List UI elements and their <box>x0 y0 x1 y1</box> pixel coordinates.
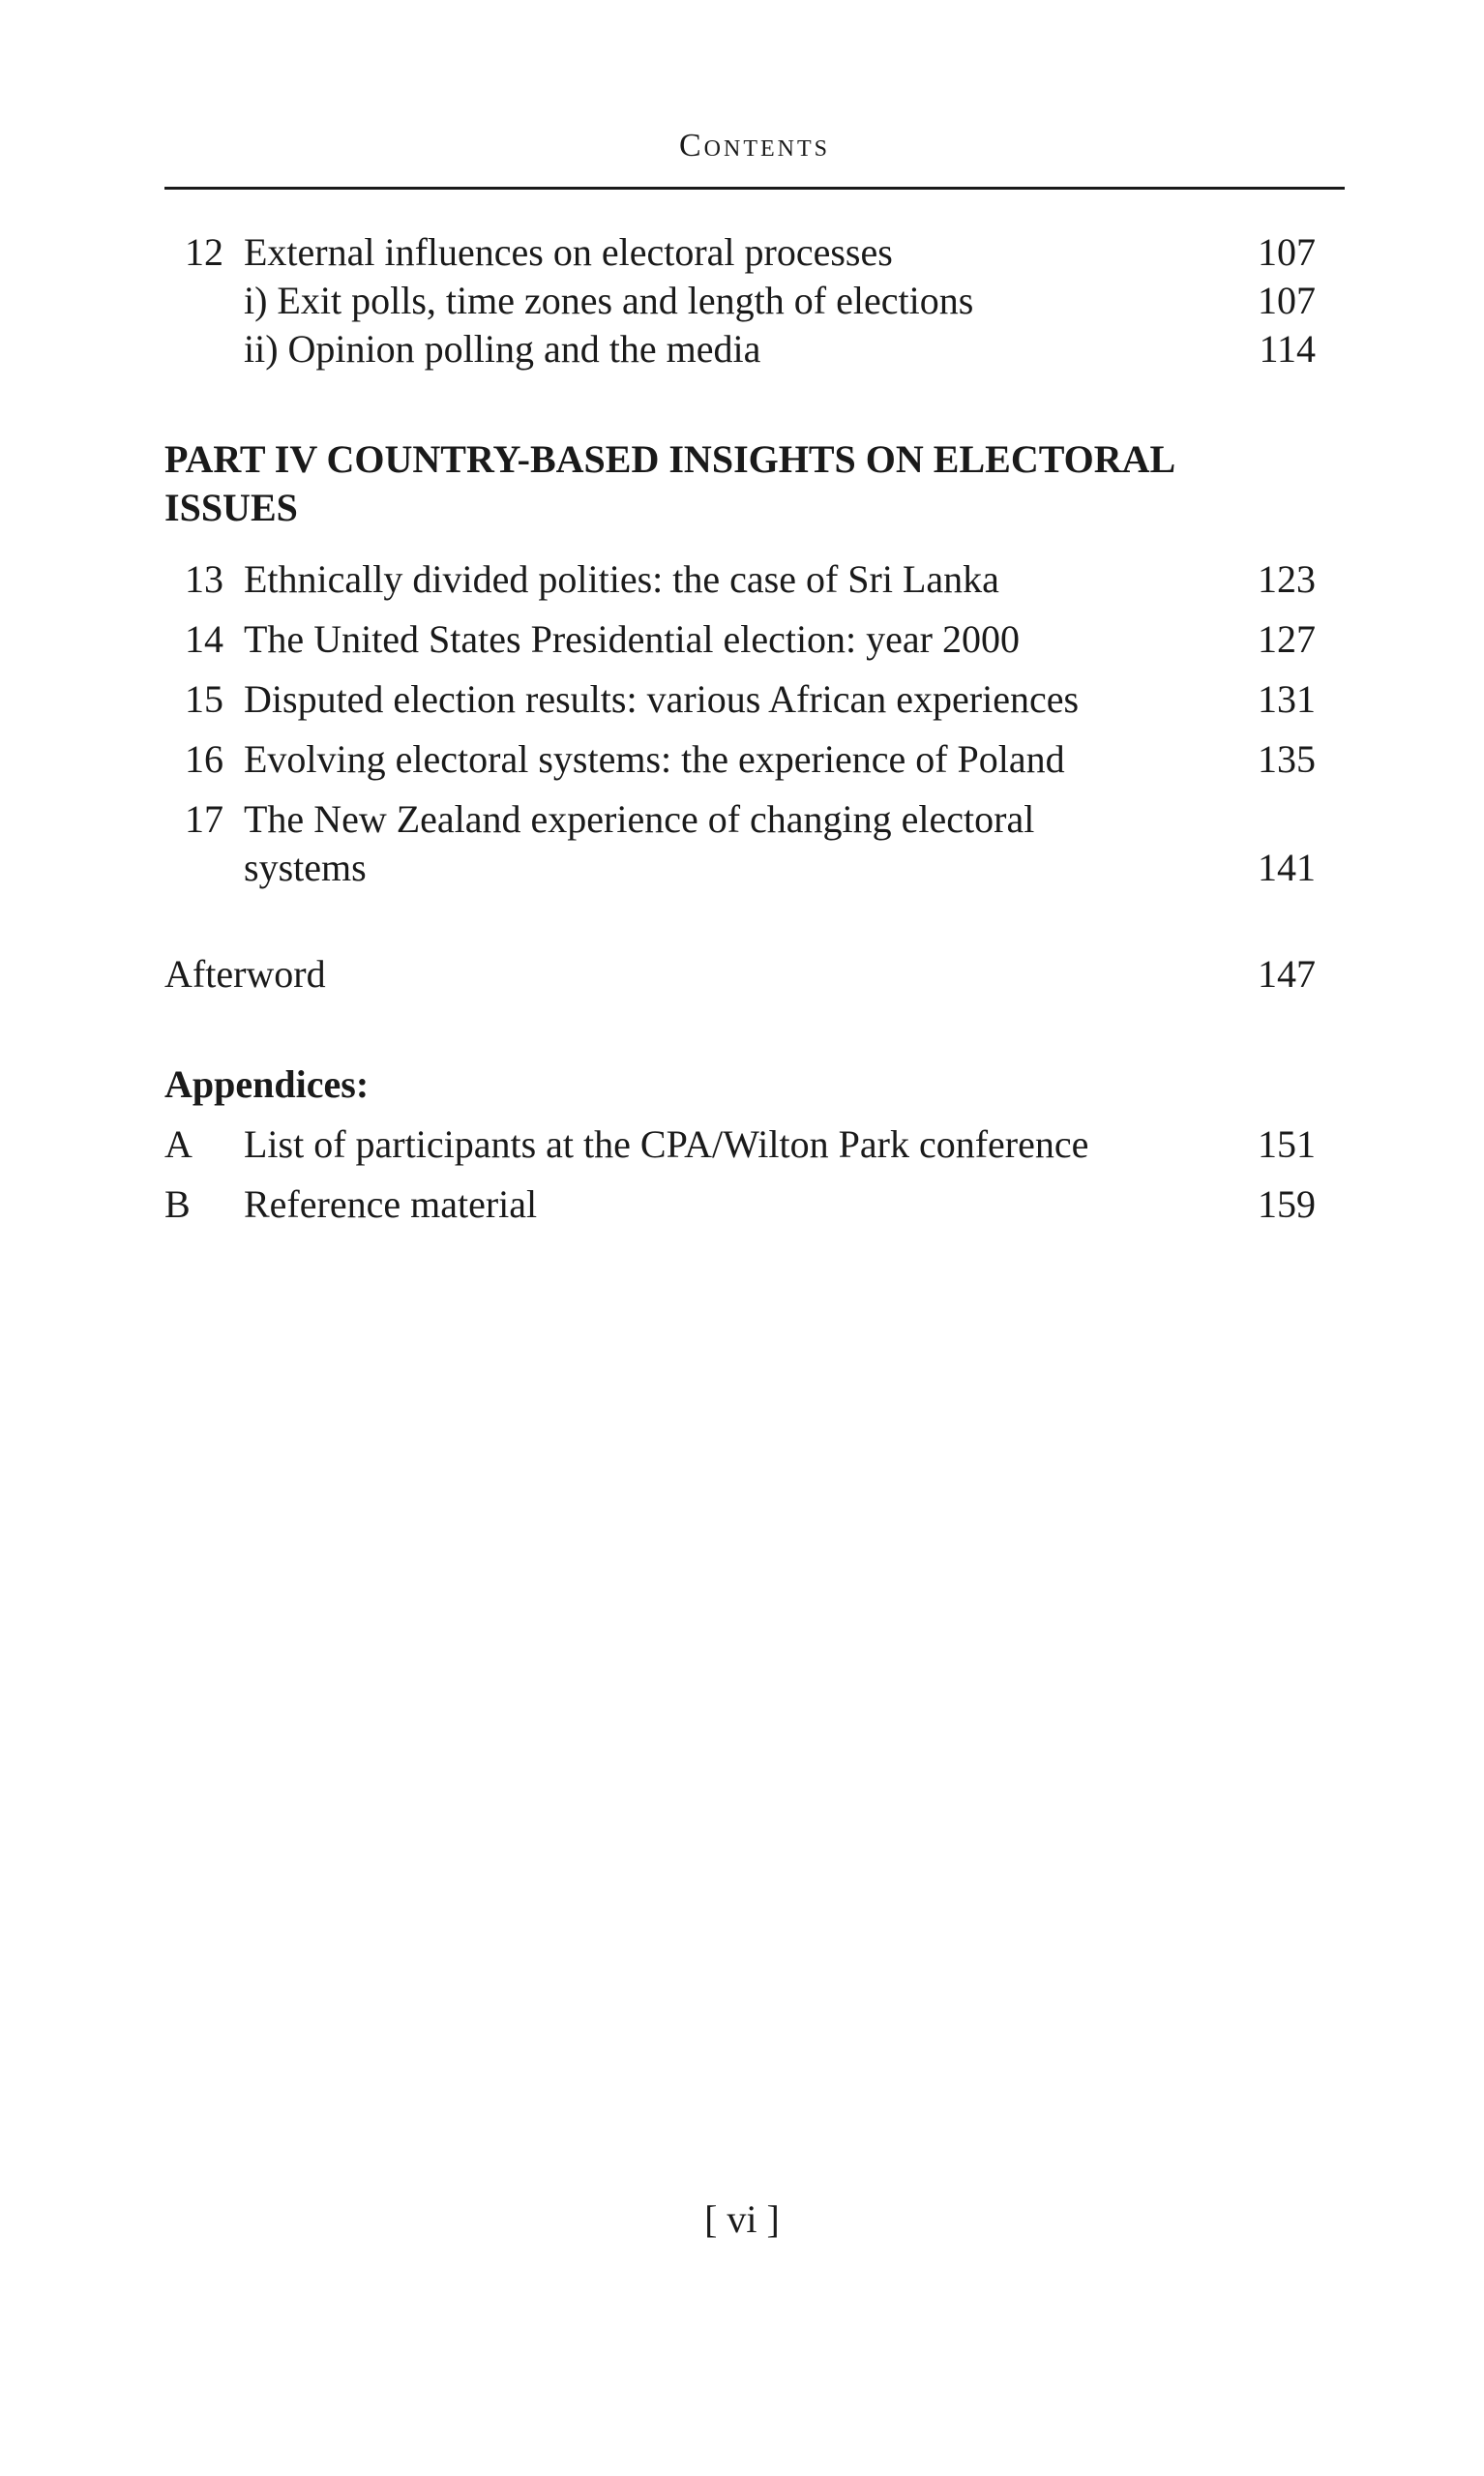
chapter-title: Evolving electoral systems: the experience of Poland <box>244 737 1065 781</box>
toc-entry-17[interactable] <box>164 795 1316 844</box>
chapter-number: 12 <box>185 230 223 274</box>
afterword-title: Afterword <box>164 952 326 996</box>
chapter-title: Disputed election results: various African experiences <box>244 677 1080 721</box>
toc-entry-12[interactable] <box>164 228 1316 277</box>
toc-entry-16[interactable] <box>164 735 1316 784</box>
header-rule <box>164 187 1345 190</box>
appendix-letter: B <box>164 1182 191 1226</box>
appendices-heading: Appendices: <box>164 1062 370 1106</box>
page-number: 135 <box>1258 737 1316 781</box>
toc-entry-13[interactable] <box>164 555 1316 604</box>
page-number: 131 <box>1258 677 1316 721</box>
subsection-title: ii) Opinion polling and the media <box>244 327 761 371</box>
toc-entry-appendix-a[interactable] <box>164 1120 1316 1169</box>
page-number: 107 <box>1258 279 1316 322</box>
toc-subentry-12-ii[interactable] <box>164 325 1316 373</box>
appendix-title: List of participants at the CPA/Wilton Park conference <box>244 1122 1089 1166</box>
page-number: 127 <box>1258 617 1316 661</box>
page-number: 123 <box>1258 557 1316 601</box>
chapter-number: 14 <box>185 617 223 661</box>
page-folio: [ vi ] <box>704 2197 780 2241</box>
part-heading-line-2: ISSUES <box>164 486 298 529</box>
chapter-title: The New Zealand experience of changing electoral <box>244 797 1035 841</box>
page-number: 141 <box>1258 846 1316 889</box>
page-number: 159 <box>1258 1182 1316 1226</box>
toc-entry-15[interactable] <box>164 675 1316 724</box>
part-heading-line-1: PART IV COUNTRY-BASED INSIGHTS ON ELECTORAL <box>164 437 1176 481</box>
chapter-title: Ethnically divided polities: the case of Sri Lanka <box>244 557 999 601</box>
toc-entry-afterword[interactable] <box>164 950 1316 999</box>
toc-entry-appendix-b[interactable] <box>164 1180 1316 1229</box>
toc-subentry-12-i[interactable] <box>164 277 1316 325</box>
subsection-title: i) Exit polls, time zones and length of elections <box>244 279 974 322</box>
chapter-number: 16 <box>185 737 223 781</box>
running-head: Contents <box>678 128 830 164</box>
chapter-number: 17 <box>185 797 223 841</box>
page-number: 151 <box>1258 1122 1316 1166</box>
chapter-title: The United States Presidential election: year 2000 <box>244 617 1020 661</box>
page-number: 107 <box>1258 230 1316 274</box>
toc-entry-17-continued[interactable] <box>164 844 1316 892</box>
appendix-letter: A <box>164 1122 193 1166</box>
page-number: 147 <box>1258 952 1316 996</box>
chapter-number: 15 <box>185 677 223 721</box>
chapter-number: 13 <box>185 557 223 601</box>
appendix-title: Reference material <box>244 1182 538 1226</box>
chapter-title: External influences on electoral processes <box>244 230 893 274</box>
chapter-title-continued: systems <box>244 846 367 889</box>
toc-entry-14[interactable] <box>164 615 1316 664</box>
page-number: 114 <box>1259 327 1316 371</box>
